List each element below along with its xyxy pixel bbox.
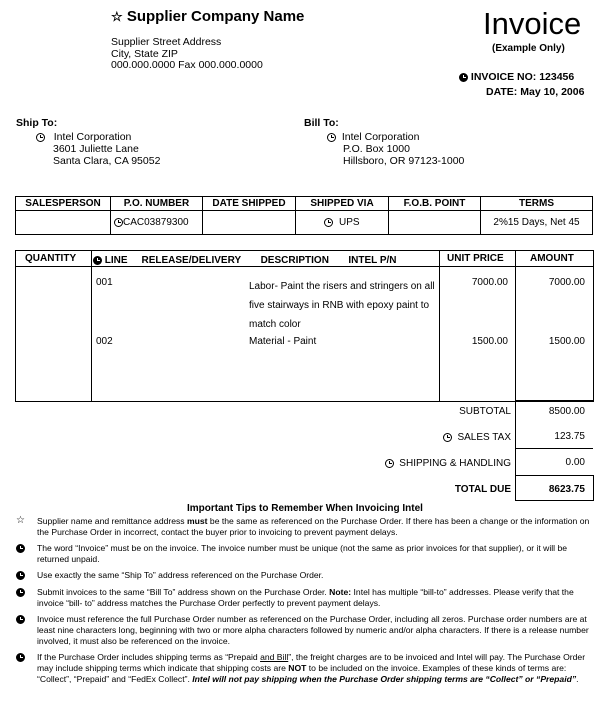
items-header-middle xyxy=(93,255,397,266)
shipping-row xyxy=(340,458,511,469)
tip-6: If the Purchase Order includes shipping terms as “Prepaid and Bill”, the freight charges are to be invoiced and Intel will pay. The Purchase Order may include shipping terms which indicate that shipping costs are NOT to be included on the invoice. Examples of these kinds of terms are: “Collect”, “Prepaid” and “FedEx Collect”. Intel will not pay shipping when the Purchase Order shipping terms are “Collect” or “Prepaid”. xyxy=(16,652,594,685)
company-name: Supplier Company Name xyxy=(126,8,305,25)
invoice-title: Invoice xyxy=(483,6,582,41)
invoice-number-row xyxy=(459,71,574,83)
shipped-via-value: UPS xyxy=(339,217,360,228)
company-address-line2: City, State ZIP xyxy=(111,47,178,60)
items-header-divider xyxy=(16,266,593,267)
clock-icon xyxy=(327,133,336,142)
invoice-date: May 10, 2006 xyxy=(520,86,585,98)
header-line: LINE xyxy=(104,255,128,266)
header-date-shipped: DATE SHIPPED xyxy=(203,197,296,211)
clock-icon xyxy=(36,133,45,142)
bill-to-name: Intel Corporation xyxy=(341,131,420,143)
tip-3: Use exactly the same “Ship To” address referenced on the Purchase Order. xyxy=(16,570,594,581)
header-amount: AMOUNT xyxy=(530,253,574,264)
clock-icon xyxy=(385,459,394,468)
ship-to-line1: 3601 Juliette Lane xyxy=(53,143,139,155)
tip-2: The word “Invoice” must be on the invoice. The invoice number must be unique (not the same as prior invoices for that supplier), or it will be returned unpaid. xyxy=(16,543,594,565)
row2-line: 002 xyxy=(96,336,113,347)
header-intel-pn: INTEL P/N xyxy=(348,255,397,266)
header-quantity: QUANTITY xyxy=(25,253,77,264)
col-divider-1 xyxy=(91,251,92,401)
row1-unit-price: 7000.00 xyxy=(471,277,508,288)
tax-underline xyxy=(516,448,593,449)
date-shipped-value xyxy=(203,211,296,235)
clock-icon xyxy=(93,256,102,265)
shipping-value: 0.00 xyxy=(565,457,585,468)
clock-icon xyxy=(16,615,25,624)
clock-icon xyxy=(16,544,25,553)
company-address-line1: Supplier Street Address xyxy=(111,36,222,48)
row2-unit-price: 1500.00 xyxy=(471,336,508,347)
clock-icon xyxy=(16,571,25,580)
col-divider-3 xyxy=(515,251,516,401)
tips-title: Important Tips to Remember When Invoicing Intel xyxy=(187,503,423,514)
row2-amount: 1500.00 xyxy=(548,336,585,347)
company-phone: 000.000.0000 Fax 000.000.0000 xyxy=(111,59,263,71)
subtotal-label: SUBTOTAL xyxy=(459,406,511,417)
star-icon: ☆ xyxy=(16,515,25,526)
invoice-date-label: DATE: xyxy=(486,86,518,98)
header-salesperson: SALESPERSON xyxy=(16,197,111,211)
company-address xyxy=(111,37,263,72)
row2-description: Material - Paint xyxy=(249,336,317,347)
terms-value: 2%15 Days, Net 45 xyxy=(481,211,593,235)
clock-icon xyxy=(114,218,123,227)
header-po-number: P.O. NUMBER xyxy=(111,197,203,211)
col-divider-2 xyxy=(439,251,440,401)
shipping-label: SHIPPING & HANDLING xyxy=(399,458,511,469)
header-fob-point: F.O.B. POINT xyxy=(389,197,481,211)
ship-to-line2: Santa Clara, CA 95052 xyxy=(53,155,161,167)
salesperson-value xyxy=(16,211,111,235)
totals-top-line xyxy=(516,400,593,401)
header-shipped-via: SHIPPED VIA xyxy=(296,197,389,211)
row1-description: Labor- Paint the risers and stringers on all five stairways in RNB with epoxy paint to match color xyxy=(249,281,435,330)
bill-to-line1: P.O. Box 1000 xyxy=(343,143,410,155)
header-unit-price: UNIT PRICE xyxy=(447,253,504,264)
tip-4: Submit invoices to the same “Bill To” address shown on the Purchase Order. Note: Intel has multiple “bill-to” addresses. Please verify that the invoice “bill- to” address matches the Purchase Order perfectly to prevent payment delays. xyxy=(16,587,594,609)
order-info-table xyxy=(15,196,593,235)
invoice-subtitle: (Example Only) xyxy=(492,43,565,54)
header-description: DESCRIPTION xyxy=(260,255,329,266)
clock-icon xyxy=(459,73,468,82)
total-due-label: TOTAL DUE xyxy=(454,484,511,495)
ship-to-label: Ship To: xyxy=(16,117,58,129)
row1-line: 001 xyxy=(96,277,113,288)
clock-icon xyxy=(16,588,25,597)
ship-to-address xyxy=(36,131,160,167)
total-due-value: 8623.75 xyxy=(548,484,585,495)
invoice-number-label: INVOICE NO: xyxy=(470,71,537,83)
po-number-cell xyxy=(111,211,203,235)
clock-icon xyxy=(443,433,452,442)
sales-tax-value: 123.75 xyxy=(554,431,585,442)
fob-point-value xyxy=(389,211,481,235)
sales-tax-row xyxy=(380,432,511,443)
ship-to-name: Intel Corporation xyxy=(53,131,132,143)
clock-icon xyxy=(324,218,333,227)
bill-to-line2: Hillsboro, OR 97123-1000 xyxy=(343,155,465,167)
shipped-via-cell xyxy=(296,211,389,235)
tip-1: ☆ Supplier name and remittance address must be the same as referenced on the Purchase Order. If there has been a change or the information on the Purchase Order in incorrect, contact the buyer prior to invoicing to prevent payment delays. xyxy=(16,515,590,537)
sales-tax-label: SALES TAX xyxy=(457,432,511,443)
bill-to-address xyxy=(327,131,464,167)
tip-5: Invoice must reference the full Purchase Order number as referenced on the Purchase Order, including all zeros. Purchase order numbers are at least nine characters long, beginning with two or more alpha characters followed by numeric and/or alpha characters. If there is a release number involved, it must also be referenced on the invoice. xyxy=(16,614,594,647)
star-icon: ☆ xyxy=(111,9,123,24)
company-header xyxy=(111,8,304,25)
header-terms: TERMS xyxy=(481,197,593,211)
clock-icon xyxy=(16,653,25,662)
po-number-value: CAC03879300 xyxy=(123,217,189,228)
invoice-number: 123456 xyxy=(539,71,575,83)
invoice-date-row xyxy=(486,86,584,98)
subtotal-value: 8500.00 xyxy=(548,406,585,417)
header-release: RELEASE/DELIVERY xyxy=(141,255,242,266)
bill-to-label: Bill To: xyxy=(304,117,339,129)
row1-amount: 7000.00 xyxy=(548,277,585,288)
